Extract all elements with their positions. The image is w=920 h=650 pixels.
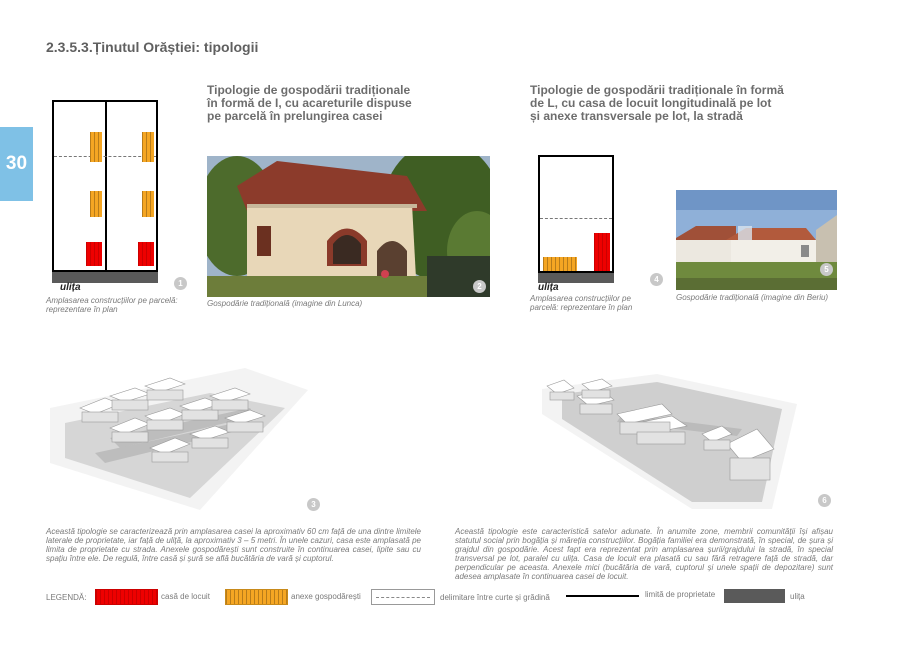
legend-label: LEGENDĂ:	[46, 593, 87, 602]
right-subtitle-line: și anexe transversale pe lot, la stradă	[530, 109, 743, 123]
left-description: Această tipologie se caracterizează prin amplasarea casei la aproximativ 60 cm față de una dintre limitele laterale de proprietate, iar față de uliță, la aproximativ 3 – 5 metri. În unele cazuri, casa este amplasată pe limita de proprietate cu strada. Anexele gospodărești sunt construite în continuarea casei, lipite sau cu spațiu între ele. De regulă, între casă și șură se află bucătăria de vară și cuptorul.	[46, 527, 421, 563]
legend-swatch-boundary	[371, 589, 435, 605]
figure-badge: 5	[820, 263, 833, 276]
figure-badge: 4	[650, 273, 663, 286]
legend-swatch-street	[724, 589, 785, 603]
left-subtitle-line: pe parcelă în prelungirea casei	[207, 109, 383, 123]
legend-item-house: casă de locuit	[161, 592, 210, 601]
legend-item-annex: anexe gospodărești	[291, 592, 361, 601]
caption-line: Amplasarea construcțiilor pe parcelă:	[46, 296, 178, 305]
caption-line	[530, 294, 663, 303]
house-block	[86, 242, 102, 266]
annex-block	[142, 191, 154, 217]
right-subtitle-line: de L, cu casa de locuit longitudinală pe lot	[530, 96, 772, 110]
annex-block	[142, 132, 154, 162]
figure-badge: 1	[174, 277, 187, 290]
settlement-render-illustration	[542, 374, 800, 509]
render-3d-right	[542, 374, 827, 509]
property-limit-line	[105, 102, 107, 270]
house-photo-illustration	[676, 190, 837, 290]
caption-text: Amplasarea construcțiilor pe	[530, 294, 631, 303]
yard-garden-boundary	[540, 218, 612, 219]
street-label: ulița	[538, 282, 559, 293]
right-subtitle	[530, 84, 784, 123]
house-block	[138, 242, 154, 266]
right-subtitle-line: Tipologie de gospodării tradiționale în formă	[530, 83, 784, 97]
render-3d-left	[50, 368, 326, 510]
left-photo-caption: Gospodărie tradițională (imagine din Lunca)	[207, 299, 363, 308]
house-block	[594, 233, 610, 271]
left-subtitle-line: în formă de I, cu acareturile dispuse	[207, 96, 412, 110]
legend-swatch-annex	[225, 589, 288, 605]
caption-line: reprezentare în plan	[46, 305, 118, 314]
figure-badge: 6	[818, 494, 831, 507]
dashed-line	[376, 597, 430, 598]
page-number: 30	[0, 127, 33, 201]
annex-block	[90, 191, 102, 217]
left-plan-caption	[46, 296, 196, 314]
house-photo-illustration	[207, 156, 490, 297]
page-title: 2.3.5.3.Ținutul Orăștiei: tipologii	[46, 39, 259, 55]
right-plan-caption	[530, 294, 663, 312]
legend-item-street: ulița	[790, 592, 805, 601]
right-plan	[538, 155, 614, 273]
figure-badge: 2	[473, 280, 486, 293]
annex-block	[90, 132, 102, 162]
legend-swatch-house	[95, 589, 158, 605]
legend-item-boundary: delimitare între curte și grădină	[440, 593, 550, 602]
settlement-render-illustration	[50, 368, 326, 510]
caption-line: parcelă: reprezentare în plan	[530, 303, 633, 312]
right-description: Această tipologie este caracteristică satelor adunate. În anumite zone, membrii comunității își afișau statutul social prin bogăția și măreția construcțiilor. Bogăția familiei era demonstrată, în special, de șura și grajdul din gospodărie. Acest fapt era reprezentat prin amplasarea șurii/grajdului la stradă, în special transversal pe lot, paralel cu ulița. Casa de locuit era plasată cu sau fără retragere față de stradă, dar perpendicular pe aceasta. Anexele mici (bucătăria de vară, cuptorul și unele spații de depozitare) sunt adesea amplasate în continuarea casei de locuit.	[455, 527, 833, 581]
street-label: ulița	[60, 282, 81, 293]
right-photo-caption: Gospodărie tradițională (imagine din Beriu)	[676, 293, 829, 302]
legend-item-property-limit: limită de proprietate	[645, 590, 716, 599]
legend-swatch-property-limit	[566, 595, 639, 597]
annex-block	[543, 257, 577, 271]
left-plan	[52, 100, 158, 272]
photo-beriu	[676, 190, 837, 290]
photo-lunca	[207, 156, 490, 297]
yard-garden-boundary	[54, 156, 156, 157]
left-subtitle-line: Tipologie de gospodării tradiționale	[207, 83, 411, 97]
left-subtitle	[207, 84, 412, 123]
figure-badge: 3	[307, 498, 320, 511]
